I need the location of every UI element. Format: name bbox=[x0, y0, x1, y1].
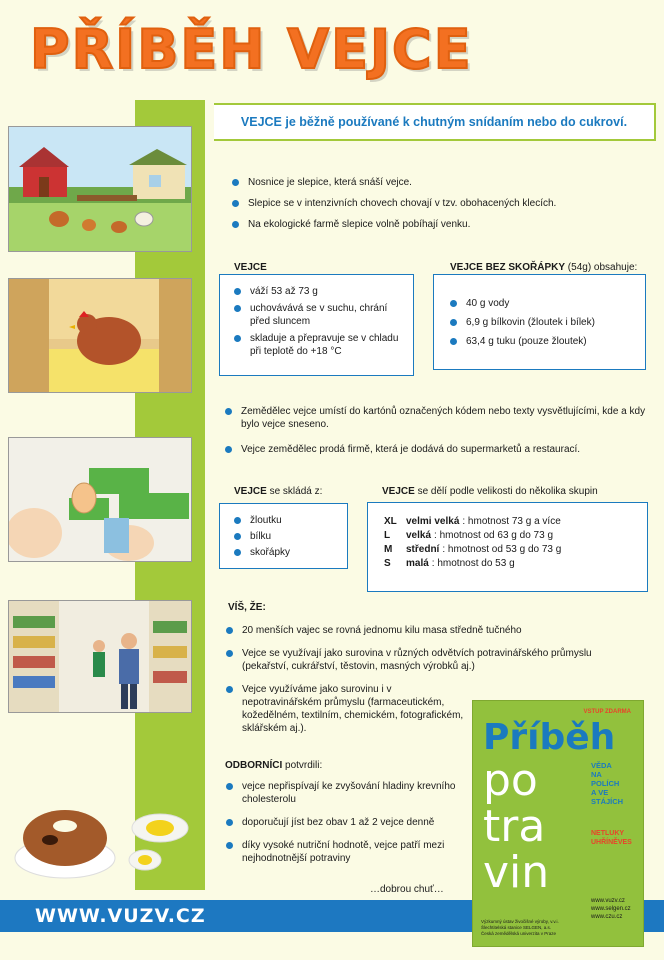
list-item: 40 g vody bbox=[450, 297, 645, 310]
book-urls: www.vuzv.cz www.selgen.cz www.czu.cz bbox=[591, 898, 631, 920]
list-item: uchovávává se v suchu, chrání před sluncem bbox=[234, 302, 399, 328]
list-item: díky vysoké nutriční hodnotě, vejce patří mezi nejhodnotnější potraviny bbox=[226, 839, 466, 865]
list-item: Vejce se využívají jako surovina v různých odvětvích potravinářského průmyslu (pekařství, cukrářství, těstovin, masných výrobků aj.) bbox=[226, 647, 631, 673]
nutrition-box bbox=[433, 274, 646, 370]
list-item: Slepice se v intenzivních chovech chovají v tzv. obohacených klecích. bbox=[232, 197, 652, 210]
list-item: 63,4 g tuku (pouze žloutek) bbox=[450, 335, 645, 348]
experts-title: ODBORNÍCI potvrdili: bbox=[225, 760, 323, 771]
book-title-line: Příběh bbox=[483, 717, 616, 758]
farm-illustration bbox=[8, 126, 192, 252]
supermarket-illustration bbox=[8, 600, 192, 713]
headline-text: VEJCE je běžně používané k chutným snídaním nebo do cukroví. bbox=[240, 115, 628, 129]
book-title-line: tra bbox=[483, 801, 546, 852]
list-item: bílku bbox=[234, 530, 347, 543]
size-row: S malá : hmotnost do 53 g bbox=[384, 558, 515, 569]
closing-text: …dobrou chuť… bbox=[370, 884, 444, 895]
know-title: VÍŠ, ŽE: bbox=[228, 602, 266, 613]
egg-sizes-box bbox=[367, 502, 648, 592]
book-cover bbox=[472, 700, 644, 947]
intro-bullet-list bbox=[232, 176, 652, 239]
list-item: Vejce využíváme jako surovinu i v nepotravinářském průmyslu (farmaceutickém, kožedělném, textilním, chemickém, fotografickém, sklářském aj.). bbox=[226, 683, 472, 735]
book-publishers: Výzkumný ústav živočišné výroby, v.v.i. Šlechtitelská stanice SELGEN, a.s. Česká zemědělská univerzita v Praze bbox=[481, 919, 559, 936]
list-item: Vejce zemědělec prodá firmě, která je dodává do supermarketů a restaurací. bbox=[225, 443, 650, 456]
book-subtitle: NETLUKY UHŘÍNĚVES bbox=[591, 830, 632, 846]
egg-carton-illustration bbox=[8, 437, 192, 562]
size-row: M střední : hmotnost od 53 g do 73 g bbox=[384, 544, 562, 555]
sizes-box-title: VEJCE se dělí podle velikosti do několika skupin bbox=[382, 486, 598, 497]
list-item: 6,9 g bílkovin (žloutek i bílek) bbox=[450, 316, 645, 329]
farmer-bullet-list bbox=[225, 405, 650, 464]
list-item: Nosnice je slepice, která snáší vejce. bbox=[232, 176, 652, 189]
book-title-line: vin bbox=[483, 847, 550, 898]
size-row: L velká : hmotnost od 63 g do 73 g bbox=[384, 530, 554, 541]
experts-bullet-list bbox=[226, 780, 466, 873]
list-item: žloutku bbox=[234, 514, 347, 527]
egg-parts-box bbox=[219, 503, 348, 569]
book-badge: VSTUP ZDARMA bbox=[583, 709, 631, 715]
list-item: Zemědělec vejce umístí do kartónů označených kódem nebo texty vysvětlujícími, kde a kdy bylo vejce sneseno. bbox=[225, 405, 650, 431]
cake-egg-illustration bbox=[10, 780, 210, 890]
list-item: 20 menších vajec se rovná jednomu kilu masa středně tučného bbox=[226, 624, 631, 637]
headline-banner bbox=[214, 103, 656, 141]
list-item: skladuje a přepravuje se v chladu při teplotě do +18 °C bbox=[234, 332, 399, 358]
book-tagline: VĚDA NA POLÍCH A VE STÁJÍCH bbox=[591, 761, 624, 806]
book-title-line: po bbox=[483, 755, 538, 806]
page-title: PŘÍBĚH VEJCE bbox=[30, 18, 473, 81]
parts-box-title: VEJCE se skládá z: bbox=[234, 486, 323, 497]
list-item: doporučují jíst bez obav 1 až 2 vejce denně bbox=[226, 816, 466, 829]
hen-illustration bbox=[8, 278, 192, 393]
list-item: vejce nepřispívají ke zvyšování hladiny krevního cholesterolu bbox=[226, 780, 466, 806]
list-item: váží 53 až 73 g bbox=[234, 285, 399, 298]
list-item: Na ekologické farmě slepice volně pobíhají venku. bbox=[232, 218, 652, 231]
egg-box-title: VEJCE bbox=[234, 262, 267, 273]
size-row: XL velmi velká : hmotnost 73 g a více bbox=[384, 516, 561, 527]
list-item: skořápky bbox=[234, 546, 347, 559]
shell-box-title: VEJCE BEZ SKOŘÁPKY (54g) obsahuje: bbox=[450, 262, 638, 273]
egg-info-box bbox=[219, 274, 414, 376]
footer-url[interactable]: WWW.VUZV.CZ bbox=[35, 905, 206, 927]
